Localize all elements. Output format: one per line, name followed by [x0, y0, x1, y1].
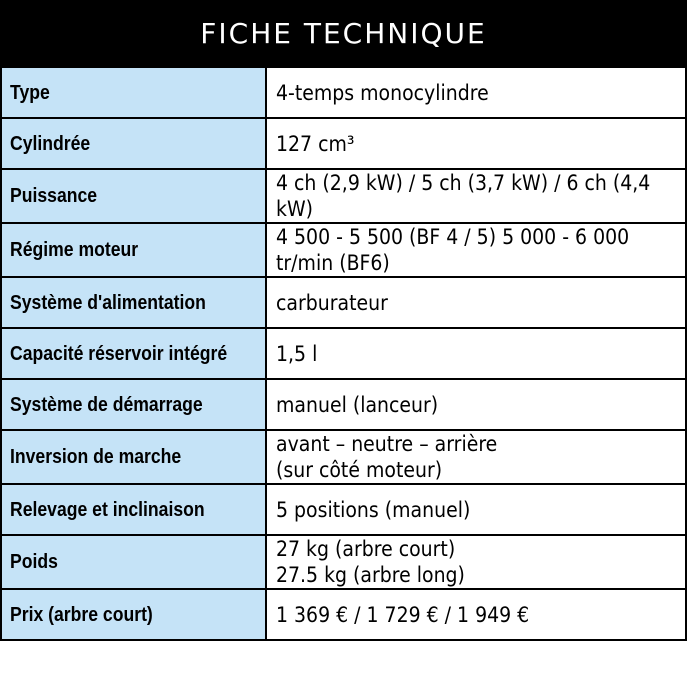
- row-value: 4 ch (2,9 kW) / 5 ch (3,7 kW) / 6 ch (4,4 kW): [266, 169, 686, 223]
- sheet-title: FICHE TECHNIQUE: [0, 0, 687, 66]
- table-row: [1, 589, 686, 640]
- row-label: Système de démarrage: [1, 379, 266, 430]
- row-label: Puissance: [1, 169, 266, 223]
- row-label: Cylindrée: [1, 118, 266, 169]
- row-value: 1,5 l: [266, 328, 686, 379]
- table-row: [1, 484, 686, 535]
- row-label: Prix (arbre court): [1, 589, 266, 640]
- row-label: Régime moteur: [1, 223, 266, 277]
- row-label: Type: [1, 67, 266, 118]
- row-value: carburateur: [266, 277, 686, 328]
- row-value: 27 kg (arbre court) 27.5 kg (arbre long): [266, 535, 686, 589]
- row-value: avant – neutre – arrière (sur côté moteur): [266, 430, 686, 484]
- row-label: Système d'alimentation: [1, 277, 266, 328]
- table-row: [1, 535, 686, 589]
- row-value: 4 500 - 5 500 (BF 4 / 5) 5 000 - 6 000 tr/min (BF6): [266, 223, 686, 277]
- row-label: Relevage et inclinaison: [1, 484, 266, 535]
- row-value: manuel (lanceur): [266, 379, 686, 430]
- table-row: [1, 328, 686, 379]
- table-row: [1, 223, 686, 277]
- table-row: [1, 67, 686, 118]
- table-row: [1, 277, 686, 328]
- table-row: [1, 430, 686, 484]
- spec-table: [0, 66, 687, 641]
- row-label: Poids: [1, 535, 266, 589]
- row-value: 1 369 € / 1 729 € / 1 949 €: [266, 589, 686, 640]
- row-value: 5 positions (manuel): [266, 484, 686, 535]
- row-value: 127 cm³: [266, 118, 686, 169]
- table-row: [1, 169, 686, 223]
- row-value: 4-temps monocylindre: [266, 67, 686, 118]
- row-label: Inversion de marche: [1, 430, 266, 484]
- table-row: [1, 379, 686, 430]
- table-row: [1, 118, 686, 169]
- row-label: Capacité réservoir intégré: [1, 328, 266, 379]
